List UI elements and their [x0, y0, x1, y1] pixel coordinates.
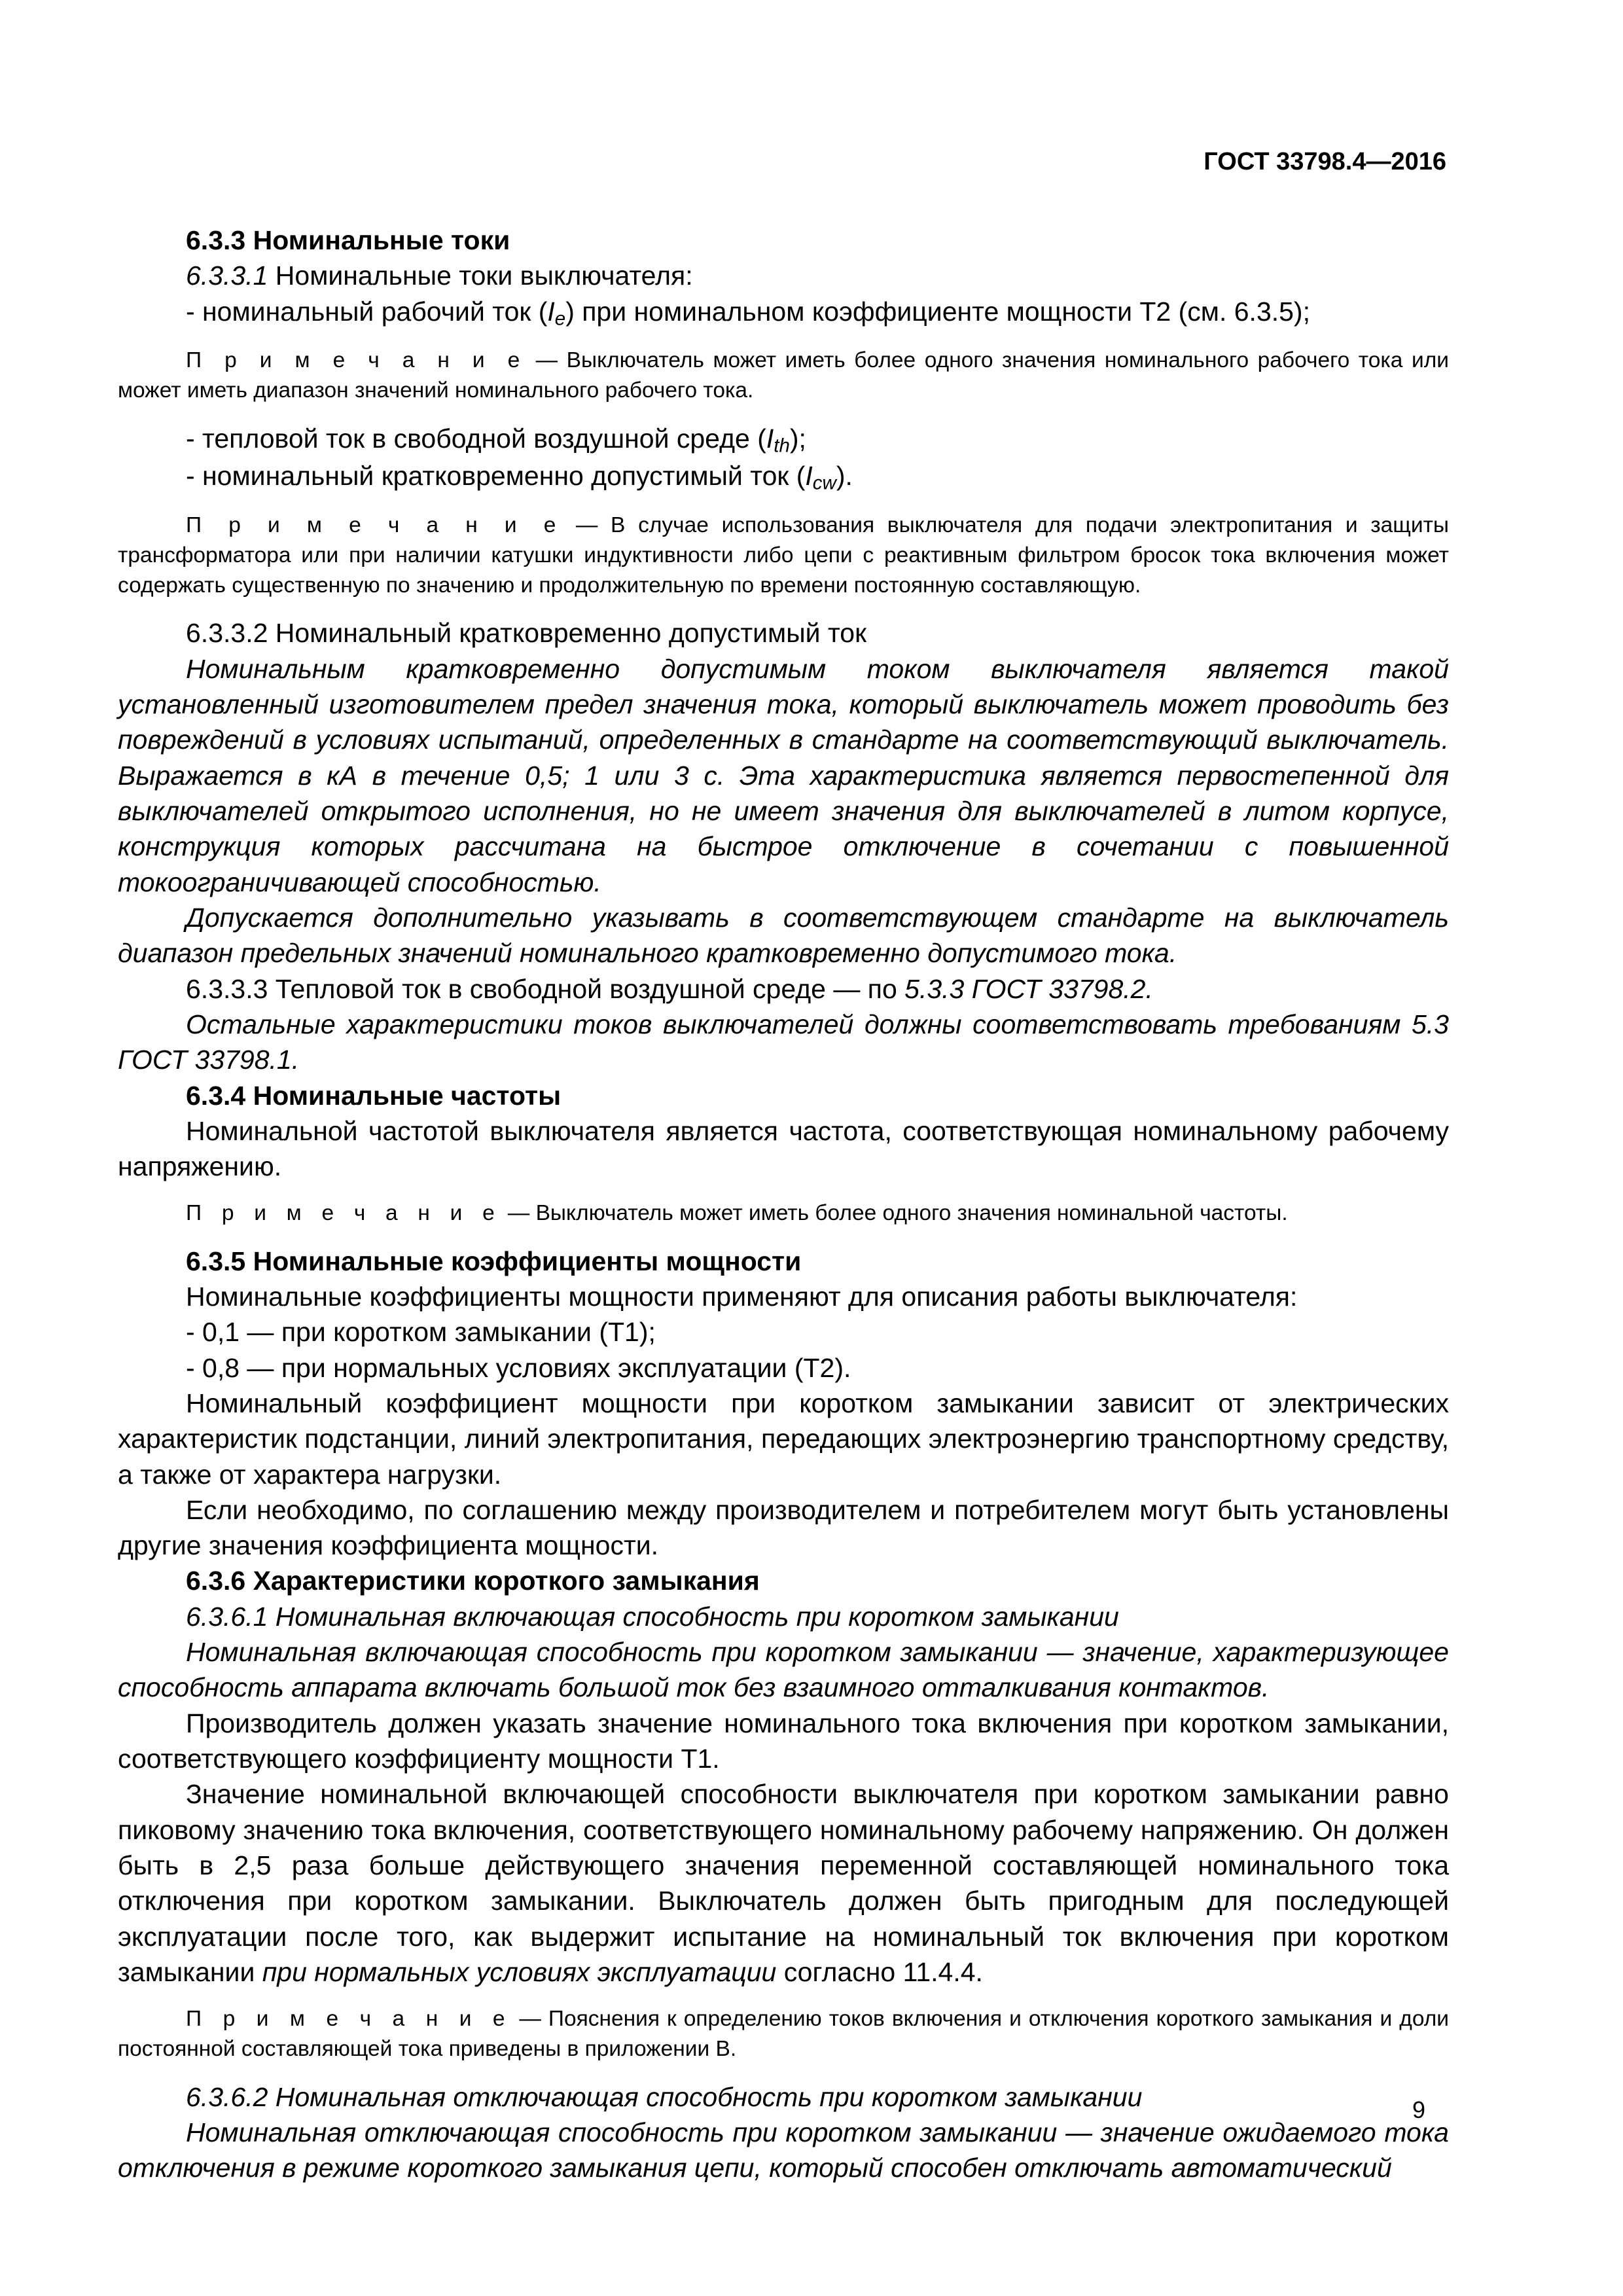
note-label: П р и м е ч а н и е: [186, 2007, 512, 2032]
paragraph-text: согласно 11.4.4.: [776, 1956, 983, 1987]
section-text: 6.3.3.3 Тепловой ток в свободной воздушной среде — по: [186, 973, 905, 1004]
symbol: I: [805, 461, 813, 492]
paragraph: Номинальные коэффициенты мощности применяют для описания работы выключателя:: [186, 1281, 1298, 1312]
note-label: П р и м е ч а н и е: [186, 348, 527, 373]
section-6-3-6-title: 6.3.6 Характеристики короткого замыкания: [186, 1566, 760, 1596]
note-text: — В случае использования выключателя для подачи электропитания и защиты трансформатора или при наличии катушки индуктивности либо цепи с реактивным фильтром бросок тока включения может содержать существенную по значению и продолжительную по времени постоянную составляющую.: [118, 512, 1449, 598]
section-text: Номинальные токи выключателя:: [268, 260, 693, 291]
paragraph: Производитель должен указать значение номинального тока включения при коротком замыкании, соответствующего коэффициенту мощности Т1.: [118, 1708, 1449, 1774]
section-6-3-5-title: 6.3.5 Номинальные коэффициенты мощности: [186, 1246, 802, 1276]
note: [118, 346, 1449, 406]
list-item-short-time-current: [118, 458, 1449, 496]
paragraph-text: Значение номинальной включающей способности выключателя при коротком замыкании равно пиковому значению тока включения, соответствующего номинальному рабочему напряжению. Он должен быть в 2,5 раза больше действующего значения переменной составляющей номинального тока отключения при коротком замыкании. Выключатель должен быть пригодным для последующей эксплуатации после того, как выдержит испытание на номинальный ток включения при коротком замыкании: [118, 1779, 1449, 1987]
section-6-3-3-3: [118, 971, 1449, 1007]
paragraph: Допускается дополнительно указывать в соответствующем стандарте на выключатель диапазон предельных значений номинального кратковременно допустимого тока.: [118, 902, 1449, 969]
paragraph: Номинальным кратковременно допустимым током выключателя является такой установленный изготовителем предел значения тока, который выключатель может проводить без повреждений в условиях испытаний, определенных в стандарте на соответствующий выключатель. Выражается в кА в течение 0,5; 1 или 3 с. Эта характеристика является первостепенной для выключателей открытого исполнения, но не имеет значения для выключателей в литом корпусе, конструкция которых рассчитана на быстрое отключение в сочетании с повышенной токоограничивающей способностью.: [118, 653, 1449, 897]
note: [118, 1198, 1449, 1229]
definition: Номинальная включающая способность при коротком замыкании — значение, характеризующее способность аппарата включать большой ток без взаимного отталкивания контактов.: [118, 1637, 1449, 1703]
list-text: ).: [836, 461, 853, 492]
standard-header: ГОСТ 33798.4—2016: [1204, 148, 1446, 175]
note-label: П р и м е ч а н и е: [186, 512, 563, 537]
note: [118, 511, 1449, 601]
list-text: - тепловой ток в свободной воздушной среде (: [186, 423, 766, 454]
symbol-subscript: e: [554, 308, 566, 330]
definition: Номинальная отключающая способность при коротком замыкании — значение ожидаемого тока отключения в режиме короткого замыкания цепи, который способен отключать автоматический: [118, 2117, 1449, 2183]
page-content: [118, 223, 1449, 2186]
symbol-subscript: th: [774, 435, 790, 457]
paragraph: Номинальный коэффициент мощности при коротком замыкании зависит от электрических характеристик подстанции, линий электропитания, передающих электроэнергию транспортному средству, а также от характера нагрузки.: [118, 1388, 1449, 1490]
note-text: — Выключатель может иметь более одного значения номинальной частоты.: [501, 1201, 1288, 1226]
section-6-3-3-title: 6.3.3 Номинальные токи: [186, 225, 510, 255]
note-text: — Выключатель может иметь более одного значения номинального рабочего тока или может иметь диапазон значений номинального рабочего тока.: [118, 348, 1449, 403]
symbol: I: [766, 423, 774, 454]
list-item: - 0,8 — при нормальных условиях эксплуатации (Т2).: [186, 1352, 851, 1383]
list-item-rated-operating-current: [118, 294, 1449, 332]
list-text: - номинальный кратковременно допустимый ток (: [186, 461, 806, 492]
note: [118, 2004, 1449, 2064]
symbol: I: [547, 296, 555, 327]
term: при нормальных условиях эксплуатации: [262, 1956, 777, 1987]
list-text: );: [789, 423, 806, 454]
page-number: 9: [1412, 2096, 1426, 2123]
list-text: - номинальный рабочий ток (: [186, 296, 548, 327]
paragraph: Если необходимо, по соглашению между производителем и потребителем могут быть установлены другие значения коэффициента мощности.: [118, 1494, 1449, 1561]
section-6-3-3-2-heading: 6.3.3.2 Номинальный кратковременно допустимый ток: [186, 618, 867, 649]
list-item-thermal-current: [118, 421, 1449, 459]
note-label: П р и м е ч а н и е: [186, 1201, 502, 1226]
list-item: - 0,1 — при коротком замыкании (Т1);: [186, 1317, 656, 1348]
symbol-subscript: cw: [812, 472, 836, 494]
paragraph: [118, 1776, 1449, 1990]
paragraph: Номинальной частотой выключателя является частота, соответствующая номинальному рабочему напряжению.: [118, 1115, 1449, 1182]
reference: 5.3.3 ГОСТ 33798.2.: [904, 973, 1153, 1004]
section-6-3-4-title: 6.3.4 Номинальные частоты: [186, 1080, 562, 1111]
paragraph: Остальные характеристики токов выключателей должны соответствовать требованиям 5.3 ГОСТ 33798.1.: [118, 1009, 1449, 1075]
list-text: ) при номинальном коэффициенте мощности Т2 (см. 6.3.5);: [565, 296, 1310, 327]
section-number: 6.3.3.1: [186, 260, 268, 291]
section-6-3-6-2-heading: 6.3.6.2 Номинальная отключающая способность при коротком замыкании: [186, 2081, 1143, 2112]
note-text: — Пояснения к определению токов включения и отключения короткого замыкания и доли постоянной составляющей тока приведены в приложении В.: [118, 2007, 1449, 2062]
section-6-3-6-1-heading: 6.3.6.1 Номинальная включающая способность при коротком замыкании: [186, 1601, 1119, 1632]
section-6-3-3-1: [118, 258, 1449, 293]
